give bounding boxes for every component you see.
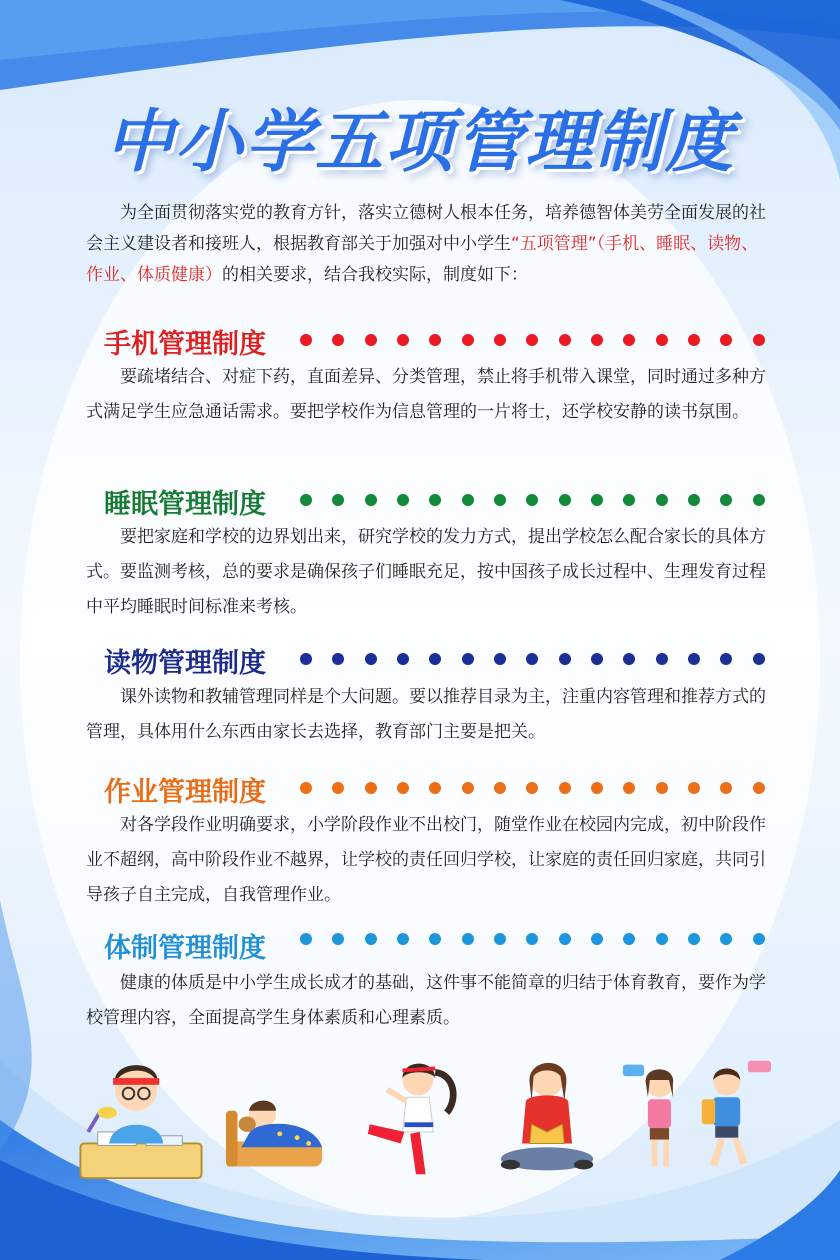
dot-decoration	[720, 334, 732, 346]
dot-decoration	[365, 494, 377, 506]
reading-girl-illustration	[495, 1055, 600, 1180]
dot-decoration	[332, 653, 344, 665]
sleeping-child-illustration	[220, 1055, 330, 1180]
dot-decoration	[720, 782, 732, 794]
dot-decoration	[559, 334, 571, 346]
dot-decoration	[462, 933, 474, 945]
dot-decoration	[300, 653, 312, 665]
dot-decoration	[753, 334, 765, 346]
dot-decoration	[462, 653, 474, 665]
dot-decoration	[397, 933, 409, 945]
dot-row-fitness	[300, 930, 765, 948]
dot-decoration	[429, 334, 441, 346]
dot-decoration	[300, 334, 312, 346]
dot-decoration	[494, 334, 506, 346]
dot-decoration	[494, 653, 506, 665]
section-title-sleep: 睡眠管理制度	[104, 489, 266, 520]
section-text-homework: 对各学段作业明确要求，小学阶段作业不出校门，随堂作业在校园内完成，初中阶段作业不超纲，高中阶段作业不越界，让学校的责任回归学校，让家庭的责任回归家庭，共同引导孩子自主完成，自我管理作业。	[86, 815, 766, 905]
dot-row-reading	[300, 650, 765, 668]
dot-decoration	[559, 933, 571, 945]
dot-decoration	[462, 494, 474, 506]
intro-paragraph	[86, 198, 766, 291]
dot-decoration	[526, 653, 538, 665]
dot-decoration	[656, 653, 668, 665]
walking-kids-illustration	[610, 1055, 780, 1180]
section-text-reading: 课外读物和教辅管理同样是个大问题。要以推荐目录为主，注重内容管理和推荐方式的管理，具体用什么东西由家长去选择，教育部门主要是把关。	[86, 687, 766, 742]
dot-decoration	[688, 494, 700, 506]
dot-decoration	[332, 334, 344, 346]
dot-decoration	[656, 494, 668, 506]
dot-decoration	[397, 494, 409, 506]
dot-decoration	[397, 334, 409, 346]
dot-decoration	[429, 933, 441, 945]
dot-decoration	[429, 653, 441, 665]
dot-decoration	[656, 933, 668, 945]
section-title-fitness: 体制管理制度	[104, 933, 266, 964]
dot-decoration	[559, 653, 571, 665]
dot-decoration	[429, 494, 441, 506]
intro-text-end: 的相关要求，结合我校实际，制度如下：	[222, 265, 528, 285]
section-text-fitness: 健康的体质是中小学生成长成才的基础，这件事不能简章的归结于体育教育，要作为学校管理内容，全面提高学生身体素质和心理素质。	[86, 973, 766, 1028]
dot-decoration	[753, 933, 765, 945]
dot-decoration	[526, 782, 538, 794]
dot-row-sleep	[300, 491, 765, 509]
dot-row-phone	[300, 331, 765, 349]
dot-decoration	[559, 494, 571, 506]
dot-decoration	[720, 933, 732, 945]
dot-decoration	[623, 494, 635, 506]
section-title-phone: 手机管理制度	[104, 329, 266, 360]
dot-decoration	[365, 782, 377, 794]
intro-highlight: “五项管理”（手机、睡眠、读物、作业、体质健康）	[86, 234, 759, 285]
section-title-reading: 读物管理制度	[104, 648, 266, 679]
dot-decoration	[688, 933, 700, 945]
dot-decoration	[462, 782, 474, 794]
dot-decoration	[526, 334, 538, 346]
dot-decoration	[656, 782, 668, 794]
section-text-phone: 要疏堵结合、对症下药，直面差异、分类管理，禁止将手机带入课堂，同时通过多种方式满足学生应急通话需求。要把学校作为信息管理的一片将士，还学校安静的读书氛围。	[86, 367, 766, 422]
dot-decoration	[526, 494, 538, 506]
dot-decoration	[365, 933, 377, 945]
dot-decoration	[397, 653, 409, 665]
dot-decoration	[332, 782, 344, 794]
dot-decoration	[429, 782, 441, 794]
dot-decoration	[494, 933, 506, 945]
dot-decoration	[623, 334, 635, 346]
page-title: 中小学五项管理制度	[104, 103, 735, 182]
dot-decoration	[623, 782, 635, 794]
studying-student-illustration	[76, 1055, 206, 1180]
section-title-homework: 作业管理制度	[104, 777, 266, 808]
dot-decoration	[688, 782, 700, 794]
dot-decoration	[591, 334, 603, 346]
section-text-sleep: 要把家庭和学校的边界划出来，研究学校的发力方式，提出学校怎么配合家长的具体方式。要监测考核，总的要求是确保孩子们睡眠充足，按中国孩子成长过程中、生理发育过程中平均睡眠时间标准来考核。	[86, 527, 766, 617]
dot-decoration	[365, 653, 377, 665]
dot-decoration	[753, 782, 765, 794]
dot-decoration	[720, 653, 732, 665]
martial-arts-girl-illustration	[360, 1055, 470, 1180]
dot-decoration	[559, 782, 571, 794]
intro-text: 为全面贯彻落实党的教育方针，落实立德树人根本任务，培养德智体美劳全面发展的社会主义建设者和接班人，根据教育部关于加强对中小学生	[86, 203, 766, 254]
dot-decoration	[656, 334, 668, 346]
dot-decoration	[526, 933, 538, 945]
dot-decoration	[365, 334, 377, 346]
dot-decoration	[720, 494, 732, 506]
dot-decoration	[591, 933, 603, 945]
dot-decoration	[300, 494, 312, 506]
dot-decoration	[753, 653, 765, 665]
dot-decoration	[462, 334, 474, 346]
dot-decoration	[494, 494, 506, 506]
dot-decoration	[688, 653, 700, 665]
dot-decoration	[623, 653, 635, 665]
dot-decoration	[397, 782, 409, 794]
dot-decoration	[688, 334, 700, 346]
dot-decoration	[332, 494, 344, 506]
dot-decoration	[591, 653, 603, 665]
dot-decoration	[623, 933, 635, 945]
dot-decoration	[332, 933, 344, 945]
dot-decoration	[494, 782, 506, 794]
dot-decoration	[753, 494, 765, 506]
dot-decoration	[300, 933, 312, 945]
dot-row-homework	[300, 779, 765, 797]
dot-decoration	[591, 782, 603, 794]
dot-decoration	[300, 782, 312, 794]
dot-decoration	[591, 494, 603, 506]
